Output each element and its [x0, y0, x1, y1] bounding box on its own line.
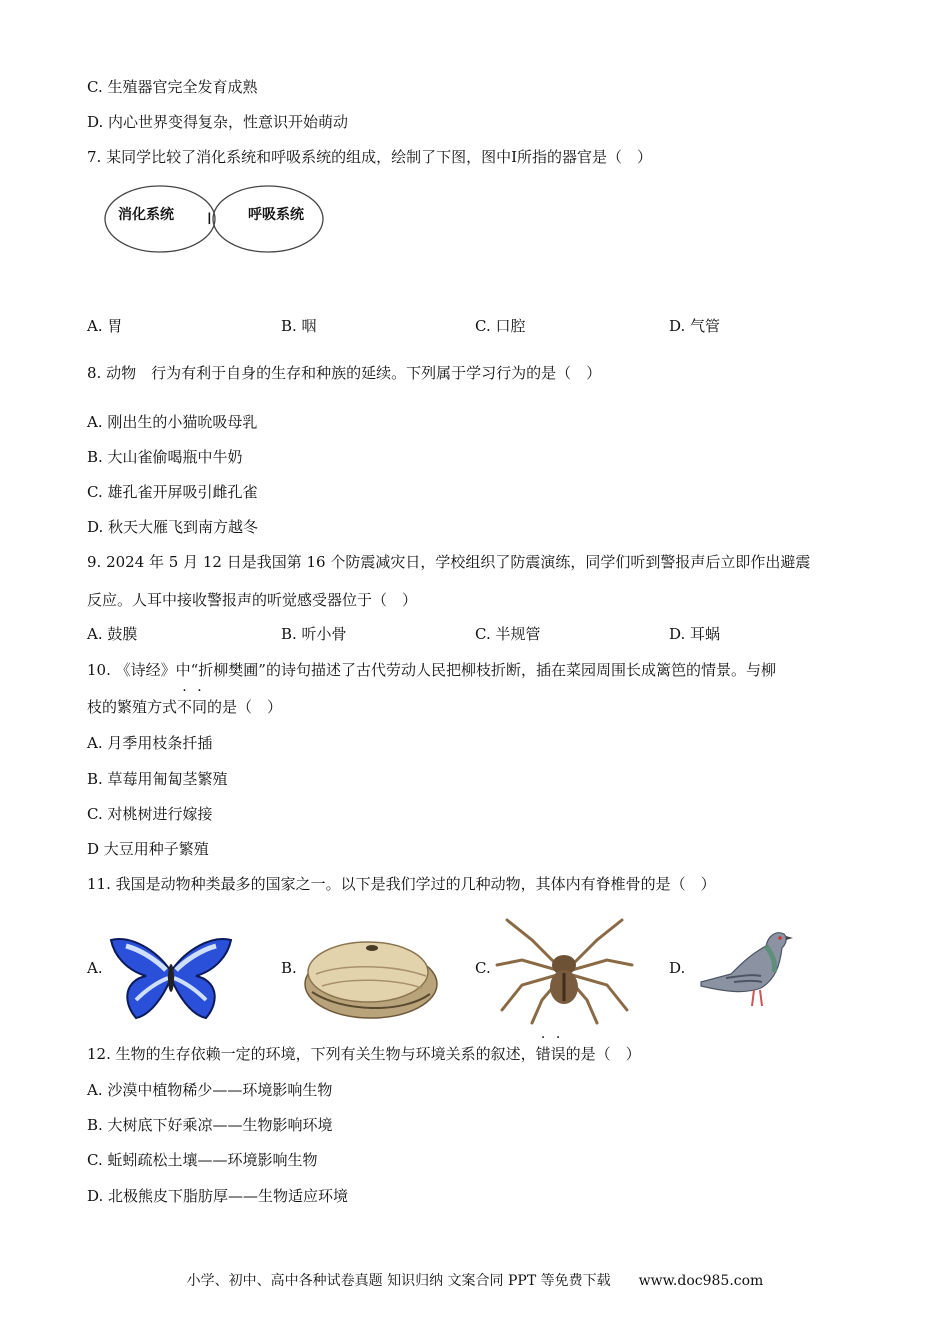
q9-option-b: B. 听小骨 [281, 625, 347, 643]
q10-stem-post: 的是（ ） [207, 698, 283, 716]
q12-option-d: D. 北极熊皮下脂肪厚——生物适应环境 [87, 1187, 349, 1205]
q6-option-d: D. 内心世界变得复杂，性意识开始萌动 [87, 113, 349, 131]
q11-option-d-letter: D. [669, 959, 686, 977]
q10-option-b: B. 草莓用匍匐茎繁殖 [87, 770, 228, 788]
page-footer: 小学、初中、高中各种试卷真题 知识归纳 文案合同 PPT 等免费下载 www.doc985.com [186, 1273, 764, 1289]
butterfly-image [106, 930, 236, 1024]
q11-option-a-letter: A. [87, 959, 103, 977]
q10-option-a: A. 月季用枝条扦插 [87, 734, 213, 752]
q8-option-b: B. 大山雀偷喝瓶中牛奶 [87, 448, 243, 466]
q12-stem-post: 的是（ ） [565, 1045, 641, 1063]
q7-option-d: D. 气管 [669, 317, 721, 335]
q12-option-c: C. 蚯蚓疏松土壤——环境影响生物 [87, 1151, 318, 1169]
q12-option-b: B. 大树底下好乘凉——生物影响环境 [87, 1116, 333, 1134]
emphasis-char: 同 [192, 698, 208, 716]
q10-option-c: C. 对桃树进行嫁接 [87, 805, 213, 823]
q11-stem: 11. 我国是动物种类最多的国家之一。以下是我们学过的几种动物，其体内有脊椎骨的是（ ） [87, 875, 716, 893]
q7-option-b: B. 咽 [281, 317, 317, 335]
q8-option-c: C. 雄孔雀开屏吸引雌孔雀 [87, 483, 258, 501]
q9-stem-line2: 反应。人耳中接收警报声的听觉感受器位于（ ） [87, 591, 418, 609]
q7-option-a: A. 胃 [87, 317, 123, 335]
q8-option-d: D. 秋天大雁飞到南方越冬 [87, 518, 259, 536]
q6-option-c: C. 生殖器官完全发育成熟 [87, 78, 258, 96]
q9-option-d: D. 耳蜗 [669, 625, 721, 643]
q12-stem-pre: 12. 生物的生存依赖一定的环境，下列有关生物与环境关系的叙述， [87, 1045, 536, 1063]
q12-option-a: A. 沙漠中植物稀少——环境影响生物 [87, 1081, 333, 1099]
q8-stem: 8. 动物 行为有利于自身的生存和种族的延续。下列属于学习行为的是（ ） [87, 364, 602, 382]
q7-option-c: C. 口腔 [475, 317, 526, 335]
venn-center-label: Ⅰ [207, 209, 212, 228]
pigeon-image [696, 924, 796, 1014]
spider-image [492, 915, 637, 1025]
emphasis-char: 错 [535, 1045, 551, 1063]
venn-left-label: 消化系统 [118, 207, 174, 223]
q10-stem-line2 [87, 697, 282, 717]
q10-stem-line1: 10. 《诗经》中“折柳樊圃”的诗句描述了古代劳动人民把柳枝折断，插在菜园周围长成篱笆的情景。与柳 [87, 661, 776, 679]
venn-diagram [100, 182, 330, 256]
q12-stem [87, 1044, 641, 1064]
emphasis-char: 不 [177, 698, 193, 716]
q10-stem-pre: 枝的繁殖方式 [87, 698, 178, 716]
clam-image [302, 934, 440, 1022]
venn-right-label: 呼吸系统 [248, 207, 304, 223]
q9-option-a: A. 鼓膜 [87, 625, 138, 643]
q8-option-a: A. 刚出生的小猫吮吸母乳 [87, 413, 258, 431]
q7-stem: 7. 某同学比较了消化系统和呼吸系统的组成，绘制了下图，图中Ⅰ所指的器官是（ ） [87, 148, 653, 166]
q10-option-d: D 大豆用种子繁殖 [87, 840, 209, 858]
q11-option-c-letter: C. [475, 959, 491, 977]
q9-stem-line1: 9. 2024 年 5 月 12 日是我国第 16 个防震减灾日，学校组织了防震演练，同学们听到警报声后立即作出避震 [87, 553, 811, 571]
q9-option-c: C. 半规管 [475, 625, 541, 643]
q11-option-b-letter: B. [281, 959, 297, 977]
emphasis-char: 误 [550, 1045, 566, 1063]
